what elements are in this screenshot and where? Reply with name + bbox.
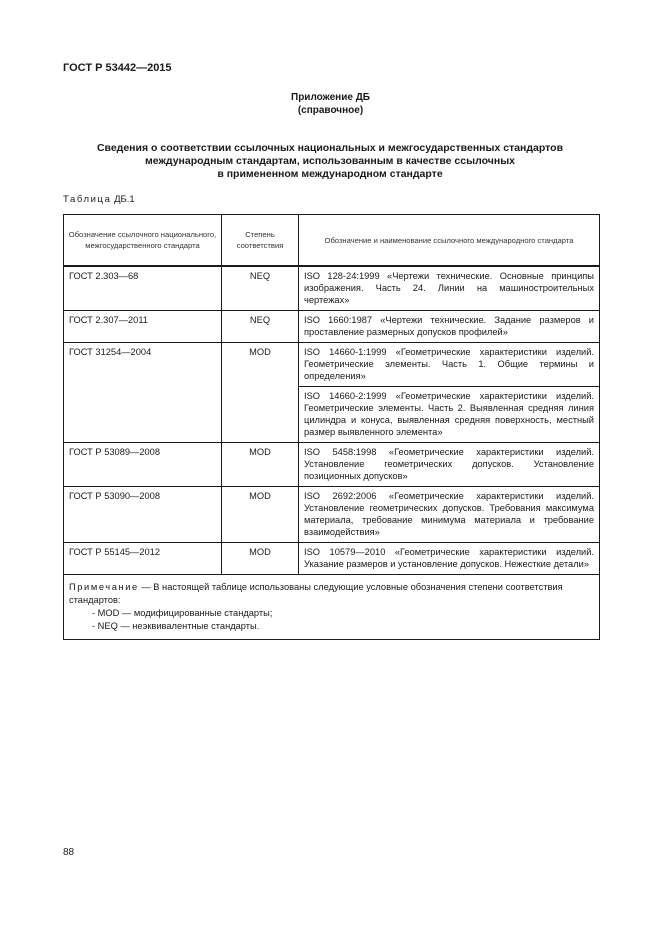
note-text [69, 581, 594, 607]
heading-line-1: Сведения о соответствии ссылочных национальных и межгосударственных стандартов [96, 142, 564, 154]
degree-cell: MOD [222, 543, 299, 575]
table-caption [63, 194, 135, 205]
table-note [64, 575, 600, 640]
international-standard-cell: ISO 10579—2010 «Геометрические характеристики изделий. Указание размеров и установление допусков. Нежесткие детали» [299, 543, 600, 575]
national-standard-cell: ГОСТ 2.307—2011 [64, 311, 222, 343]
heading-line-2: международным стандартам, использованным в качестве ссылочных [144, 155, 515, 167]
national-standard-cell: ГОСТ Р 53090—2008 [64, 487, 222, 543]
appendix-subtitle: (справочное) [297, 105, 364, 116]
national-standard-cell: ГОСТ 2.303—68 [64, 266, 222, 311]
international-standard-cell: ISO 1660:1987 «Чертежи технические. Задание размеров и проставление размерных допусков профилей» [299, 311, 600, 343]
table-caption-prefix: Таблица [63, 194, 112, 205]
table-header-row [64, 215, 600, 267]
note-item-mod: - MOD — модифицированные стандарты; [92, 608, 273, 618]
section-heading [80, 142, 580, 181]
document-id: ГОСТ Р 53442—2015 [63, 62, 172, 74]
heading-line-3: в примененном международном стандарте [217, 168, 443, 180]
column-header-international: Обозначение и наименование ссылочного международного стандарта [299, 215, 600, 267]
national-standard-cell: ГОСТ Р 53089—2008 [64, 443, 222, 487]
international-standard-cell: ISO 14660-2:1999 «Геометрические характеристики изделий. Геометрические элементы. Часть 2. Выявленная средняя линия цилиндра и конуса, выявленная средняя поверхность, местный размер выявленного элемента» [299, 387, 600, 443]
national-standard-cell: ГОСТ Р 55145—2012 [64, 543, 222, 575]
table-row [64, 266, 600, 311]
degree-cell: NEQ [222, 266, 299, 311]
note-item-neq: - NEQ — неэквивалентные стандарты. [92, 621, 260, 631]
degree-cell: MOD [222, 443, 299, 487]
international-standard-cell: ISO 5458:1998 «Геометрические характеристики изделий. Установление геометрических допусков. Установление позиционных допусков» [299, 443, 600, 487]
international-standard-cell: ISO 2692:2006 «Геометрические характеристики изделий. Установление геометрических допусков. Требования максимума материала, требование минимума материала и требование взаимодействия» [299, 487, 600, 543]
degree-cell: MOD [222, 487, 299, 543]
degree-cell: NEQ [222, 311, 299, 343]
degree-cell: MOD [222, 343, 299, 443]
correspondence-table [63, 214, 600, 640]
appendix-title-block [0, 91, 661, 117]
column-header-degree: Степень соответствия [222, 215, 299, 267]
table-row [64, 311, 600, 343]
national-standard-cell: ГОСТ 31254—2004 [64, 343, 222, 443]
table-caption-number: ДБ.1 [114, 194, 135, 205]
international-standard-cell: ISO 14660-1:1999 «Геометрические характеристики изделий. Геометрические элементы. Часть 1. Общие термины и определения» [299, 343, 600, 387]
international-standard-cell: ISO 128-24:1999 «Чертежи технические. Основные принципы изображения. Часть 24. Линии на машиностроительных чертежах» [299, 266, 600, 311]
note-body: — В настоящей таблице использованы следующие условные обозначения степени соответствия стандартов: [69, 582, 563, 605]
table-row [64, 443, 600, 487]
column-header-national: Обозначение ссылочного национального, межгосударственного стандарта [64, 215, 222, 267]
page-number: 88 [63, 847, 75, 858]
table-row [64, 343, 600, 387]
table-row [64, 543, 600, 575]
table-row [64, 487, 600, 543]
table-note-row [64, 575, 600, 640]
note-label: Примечание [69, 582, 139, 592]
appendix-title: Приложение ДБ [291, 92, 370, 103]
